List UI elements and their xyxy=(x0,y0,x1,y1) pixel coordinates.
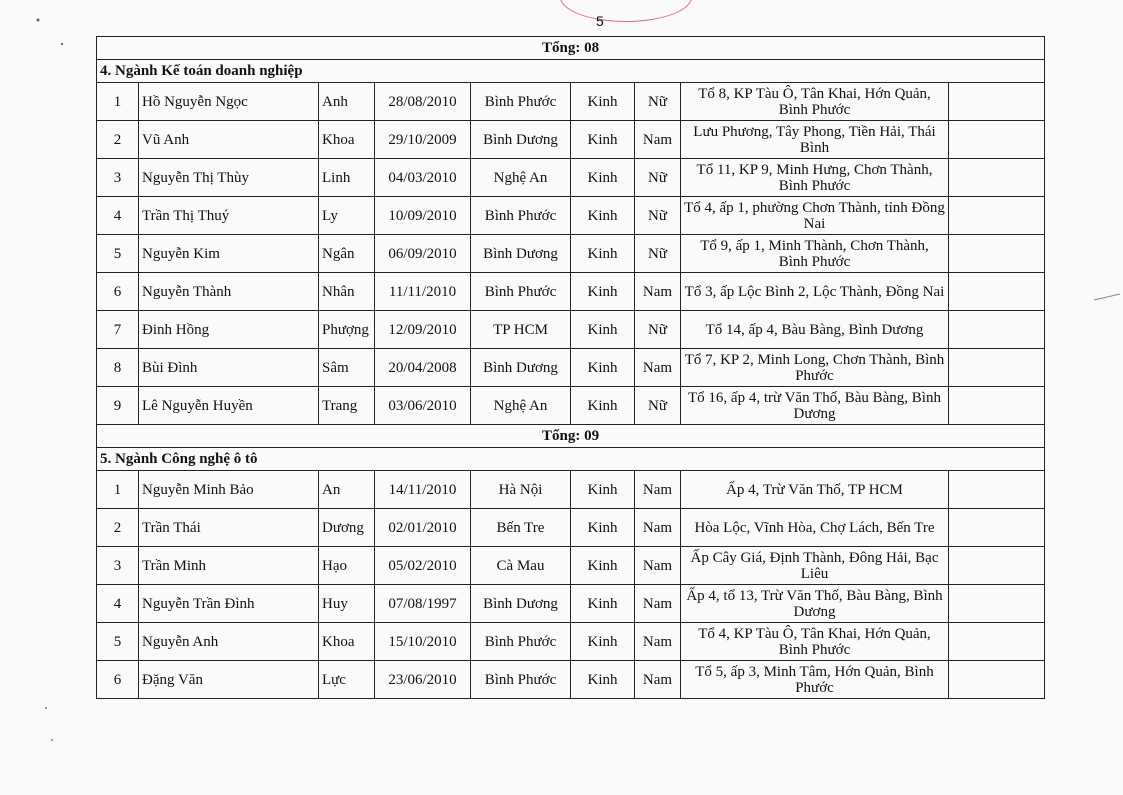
surname-cell: Đặng Văn xyxy=(139,661,319,699)
table-row xyxy=(97,121,1045,159)
surname-cell: Nguyễn Anh xyxy=(139,623,319,661)
address-cell: Tổ 3, ấp Lộc Bình 2, Lộc Thành, Đồng Nai xyxy=(681,273,949,311)
birth-date-cell: 10/09/2010 xyxy=(375,197,471,235)
gender-cell: Nữ xyxy=(635,159,681,197)
given-name-cell: Hạo xyxy=(319,547,375,585)
table-row xyxy=(97,471,1045,509)
birthplace-cell: Bến Tre xyxy=(471,509,571,547)
note-cell xyxy=(949,159,1045,197)
given-name-cell: Trang xyxy=(319,387,375,425)
row-number-cell: 3 xyxy=(97,159,139,197)
address-cell: Tổ 8, KP Tàu Ô, Tân Khai, Hớn Quản, Bình Phước xyxy=(681,83,949,121)
ethnicity-cell: Kinh xyxy=(571,471,635,509)
given-name-cell: Linh xyxy=(319,159,375,197)
row-number-cell: 7 xyxy=(97,311,139,349)
birth-date-cell: 06/09/2010 xyxy=(375,235,471,273)
address-cell: Tổ 7, KP 2, Minh Long, Chơn Thành, Bình Phước xyxy=(681,349,949,387)
given-name-cell: Khoa xyxy=(319,623,375,661)
ethnicity-cell: Kinh xyxy=(571,547,635,585)
row-number-cell: 1 xyxy=(97,83,139,121)
birth-date-cell: 07/08/1997 xyxy=(375,585,471,623)
birth-date-cell: 03/06/2010 xyxy=(375,387,471,425)
table-row xyxy=(97,509,1045,547)
gender-cell: Nữ xyxy=(635,387,681,425)
note-cell xyxy=(949,273,1045,311)
student-roster-table xyxy=(96,36,1045,699)
birth-date-cell: 20/04/2008 xyxy=(375,349,471,387)
table-row xyxy=(97,661,1045,699)
given-name-cell: Nhân xyxy=(319,273,375,311)
surname-cell: Nguyễn Thành xyxy=(139,273,319,311)
gender-cell: Nam xyxy=(635,585,681,623)
gender-cell: Nam xyxy=(635,121,681,159)
note-cell xyxy=(949,83,1045,121)
table-row xyxy=(97,387,1045,425)
ethnicity-cell: Kinh xyxy=(571,159,635,197)
ethnicity-cell: Kinh xyxy=(571,661,635,699)
surname-cell: Vũ Anh xyxy=(139,121,319,159)
birthplace-cell: TP HCM xyxy=(471,311,571,349)
given-name-cell: Huy xyxy=(319,585,375,623)
ethnicity-cell: Kinh xyxy=(571,83,635,121)
ethnicity-cell: Kinh xyxy=(571,623,635,661)
address-cell: Tổ 14, ấp 4, Bàu Bàng, Bình Dương xyxy=(681,311,949,349)
address-cell: Tổ 4, KP Tàu Ô, Tân Khai, Hớn Quản, Bình Phước xyxy=(681,623,949,661)
address-cell: Hòa Lộc, Vĩnh Hòa, Chợ Lách, Bến Tre xyxy=(681,509,949,547)
birthplace-cell: Bình Phước xyxy=(471,83,571,121)
gender-cell: Nam xyxy=(635,273,681,311)
note-cell xyxy=(949,547,1045,585)
birthplace-cell: Cà Mau xyxy=(471,547,571,585)
row-number-cell: 4 xyxy=(97,197,139,235)
total-row xyxy=(97,37,1045,60)
row-number-cell: 8 xyxy=(97,349,139,387)
row-number-cell: 4 xyxy=(97,585,139,623)
row-number-cell: 3 xyxy=(97,547,139,585)
surname-cell: Nguyễn Thị Thùy xyxy=(139,159,319,197)
row-number-cell: 5 xyxy=(97,623,139,661)
gender-cell: Nam xyxy=(635,471,681,509)
table-row xyxy=(97,547,1045,585)
table-row xyxy=(97,273,1045,311)
roster-body xyxy=(97,37,1045,699)
surname-cell: Lê Nguyễn Huyền xyxy=(139,387,319,425)
address-cell: Lưu Phương, Tây Phong, Tiền Hải, Thái Bình xyxy=(681,121,949,159)
row-number-cell: 2 xyxy=(97,121,139,159)
given-name-cell: Ngân xyxy=(319,235,375,273)
birthplace-cell: Bình Phước xyxy=(471,661,571,699)
ethnicity-cell: Kinh xyxy=(571,121,635,159)
row-number-cell: 5 xyxy=(97,235,139,273)
ethnicity-cell: Kinh xyxy=(571,349,635,387)
total-row xyxy=(97,425,1045,448)
given-name-cell: Lực xyxy=(319,661,375,699)
table-row xyxy=(97,349,1045,387)
total-count: Tổng: 09 xyxy=(97,425,1045,448)
birth-date-cell: 11/11/2010 xyxy=(375,273,471,311)
address-cell: Ấp 4, tổ 13, Trừ Văn Thố, Bàu Bàng, Bình Dương xyxy=(681,585,949,623)
address-cell: Tổ 9, ấp 1, Minh Thành, Chơn Thành, Bình Phước xyxy=(681,235,949,273)
given-name-cell: Ly xyxy=(319,197,375,235)
row-number-cell: 9 xyxy=(97,387,139,425)
note-cell xyxy=(949,509,1045,547)
section-heading-row xyxy=(97,60,1045,83)
ethnicity-cell: Kinh xyxy=(571,509,635,547)
gender-cell: Nam xyxy=(635,349,681,387)
surname-cell: Trần Minh xyxy=(139,547,319,585)
birthplace-cell: Bình Phước xyxy=(471,273,571,311)
ethnicity-cell: Kinh xyxy=(571,311,635,349)
birthplace-cell: Nghệ An xyxy=(471,159,571,197)
note-cell xyxy=(949,311,1045,349)
note-cell xyxy=(949,197,1045,235)
table-row xyxy=(97,159,1045,197)
surname-cell: Hồ Nguyễn Ngọc xyxy=(139,83,319,121)
row-number-cell: 6 xyxy=(97,273,139,311)
birth-date-cell: 15/10/2010 xyxy=(375,623,471,661)
table-row xyxy=(97,623,1045,661)
address-cell: Tổ 5, ấp 3, Minh Tâm, Hớn Quản, Bình Phước xyxy=(681,661,949,699)
section-heading-row xyxy=(97,448,1045,471)
address-cell: Ấp 4, Trừ Văn Thố, TP HCM xyxy=(681,471,949,509)
birth-date-cell: 02/01/2010 xyxy=(375,509,471,547)
birthplace-cell: Bình Dương xyxy=(471,585,571,623)
birth-date-cell: 05/02/2010 xyxy=(375,547,471,585)
ethnicity-cell: Kinh xyxy=(571,197,635,235)
given-name-cell: Khoa xyxy=(319,121,375,159)
given-name-cell: Sâm xyxy=(319,349,375,387)
section-title: 5. Ngành Công nghệ ô tô xyxy=(97,448,1045,471)
given-name-cell: Phượng xyxy=(319,311,375,349)
gender-cell: Nữ xyxy=(635,235,681,273)
surname-cell: Trần Thị Thuý xyxy=(139,197,319,235)
birth-date-cell: 28/08/2010 xyxy=(375,83,471,121)
birth-date-cell: 29/10/2009 xyxy=(375,121,471,159)
birthplace-cell: Bình Dương xyxy=(471,349,571,387)
table-row xyxy=(97,311,1045,349)
birthplace-cell: Hà Nội xyxy=(471,471,571,509)
ethnicity-cell: Kinh xyxy=(571,585,635,623)
birthplace-cell: Bình Phước xyxy=(471,197,571,235)
given-name-cell: Dương xyxy=(319,509,375,547)
ethnicity-cell: Kinh xyxy=(571,387,635,425)
table-row xyxy=(97,235,1045,273)
note-cell xyxy=(949,387,1045,425)
address-cell: Ấp Cây Giá, Định Thành, Đông Hải, Bạc Liêu xyxy=(681,547,949,585)
gender-cell: Nữ xyxy=(635,311,681,349)
gender-cell: Nam xyxy=(635,661,681,699)
surname-cell: Nguyễn Kim xyxy=(139,235,319,273)
birth-date-cell: 04/03/2010 xyxy=(375,159,471,197)
surname-cell: Nguyễn Minh Bảo xyxy=(139,471,319,509)
gender-cell: Nam xyxy=(635,623,681,661)
row-number-cell: 2 xyxy=(97,509,139,547)
birth-date-cell: 23/06/2010 xyxy=(375,661,471,699)
row-number-cell: 1 xyxy=(97,471,139,509)
total-count: Tổng: 08 xyxy=(97,37,1045,60)
surname-cell: Đinh Hồng xyxy=(139,311,319,349)
note-cell xyxy=(949,623,1045,661)
note-cell xyxy=(949,585,1045,623)
surname-cell: Nguyễn Trần Đình xyxy=(139,585,319,623)
page-number: 5 xyxy=(596,13,604,29)
note-cell xyxy=(949,349,1045,387)
birthplace-cell: Bình Phước xyxy=(471,623,571,661)
address-cell: Tổ 4, ấp 1, phường Chơn Thành, tỉnh Đồng Nai xyxy=(681,197,949,235)
note-cell xyxy=(949,235,1045,273)
ethnicity-cell: Kinh xyxy=(571,235,635,273)
note-cell xyxy=(949,471,1045,509)
birth-date-cell: 12/09/2010 xyxy=(375,311,471,349)
table-row xyxy=(97,83,1045,121)
address-cell: Tổ 16, ấp 4, trừ Văn Thố, Bàu Bàng, Bình Dương xyxy=(681,387,949,425)
table-row xyxy=(97,585,1045,623)
birthplace-cell: Bình Dương xyxy=(471,121,571,159)
given-name-cell: An xyxy=(319,471,375,509)
birth-date-cell: 14/11/2010 xyxy=(375,471,471,509)
surname-cell: Trần Thái xyxy=(139,509,319,547)
row-number-cell: 6 xyxy=(97,661,139,699)
gender-cell: Nữ xyxy=(635,83,681,121)
address-cell: Tổ 11, KP 9, Minh Hưng, Chơn Thành, Bình Phước xyxy=(681,159,949,197)
gender-cell: Nam xyxy=(635,509,681,547)
red-seal-stamp xyxy=(560,0,692,22)
table-row xyxy=(97,197,1045,235)
birthplace-cell: Nghệ An xyxy=(471,387,571,425)
birthplace-cell: Bình Dương xyxy=(471,235,571,273)
gender-cell: Nam xyxy=(635,547,681,585)
note-cell xyxy=(949,661,1045,699)
surname-cell: Bùi Đình xyxy=(139,349,319,387)
given-name-cell: Anh xyxy=(319,83,375,121)
gender-cell: Nữ xyxy=(635,197,681,235)
note-cell xyxy=(949,121,1045,159)
section-title: 4. Ngành Kế toán doanh nghiệp xyxy=(97,60,1045,83)
ethnicity-cell: Kinh xyxy=(571,273,635,311)
